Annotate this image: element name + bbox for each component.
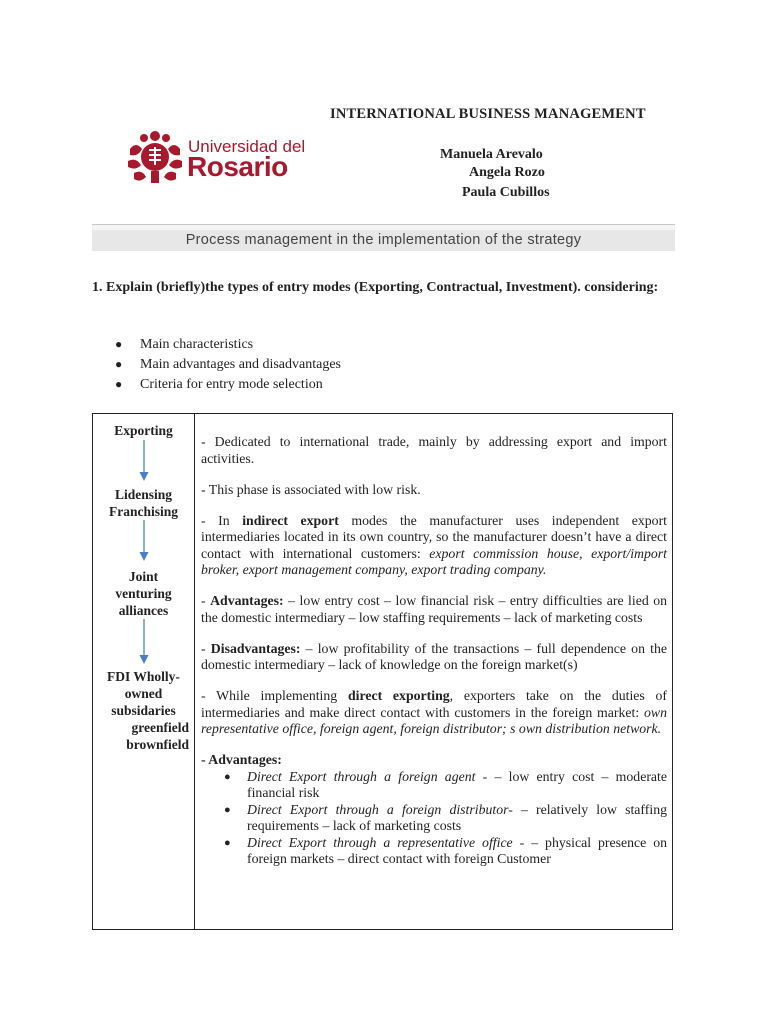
exporting-description xyxy=(201,434,667,868)
university-name-line1: Universidad del xyxy=(188,137,306,156)
university-name-line2: Rosario xyxy=(187,151,288,182)
paragraph-advantages xyxy=(201,593,667,626)
mode-joint-line2: venturing xyxy=(115,586,172,601)
author-3: Paula Cubillos xyxy=(462,185,550,200)
mode-fdi-line2: owned xyxy=(124,686,163,701)
direct-advantages-list xyxy=(201,769,667,868)
text-run: - xyxy=(201,640,211,656)
paragraph-disadvantages xyxy=(201,641,667,674)
list-item xyxy=(115,355,341,375)
author-2: Angela Rozo xyxy=(469,165,545,180)
mode-joint-venture xyxy=(93,568,194,619)
term-advantages: Advantages: xyxy=(210,593,284,608)
arrow-down-icon xyxy=(138,619,150,665)
text-run: – low entry cost – low financial risk – entry difficulties are lied on the domestic intermediary – low staffing requirements – lack of marketing costs xyxy=(201,593,667,625)
list-item-text: Main advantages and disadvantages xyxy=(140,357,341,372)
subtitle-bar xyxy=(92,224,675,251)
entry-modes-table xyxy=(92,413,673,930)
advantage-label: Direct Export through a foreign distributor- xyxy=(247,801,513,817)
term-disadvantages: Disadvantages: xyxy=(210,640,301,656)
bullet: ● xyxy=(115,377,123,391)
list-item xyxy=(201,835,667,868)
text-run: - xyxy=(201,593,211,608)
advantage-text: – physical presence on foreign markets – direct contact with foreign Customer xyxy=(247,834,667,866)
mode-fdi-line1: FDI Wholly- xyxy=(107,669,180,684)
advantage-text: – low entry cost – moderate financial risk xyxy=(247,768,667,800)
paragraph-direct-exporting xyxy=(201,688,667,738)
list-item xyxy=(201,769,667,802)
mode-fdi xyxy=(93,668,194,753)
author-1: Manuela Arevalo xyxy=(440,147,543,162)
mode-joint-line1: Joint xyxy=(128,569,159,584)
term-direct-exporting: direct exporting xyxy=(347,688,450,703)
direct-export-examples: own representative office, foreign agent, foreign distributor; s own distribution network. xyxy=(201,704,667,736)
mode-licensing-line2: Franchising xyxy=(108,504,178,519)
subtitle: Process management in the implementation of the strategy xyxy=(185,232,582,248)
term-indirect-export: indirect export xyxy=(242,512,339,528)
paragraph-low-risk: - This phase is associated with low risk. xyxy=(201,481,421,497)
arrow-down-icon xyxy=(138,520,150,562)
list-item xyxy=(115,335,341,355)
university-crest-icon xyxy=(124,127,186,187)
paragraph-international-trade: - Dedicated to international trade, mainly by addressing export and import activities. xyxy=(201,434,667,466)
advantage-label: Direct Export through a foreign agent - xyxy=(247,768,495,784)
advantage-label: Direct Export through a representative office - xyxy=(247,834,532,850)
text-run: modes the manufacturer uses independent export intermediaries located in its own country, so the manufacturer doesn’t have a direct contact with international customers: xyxy=(201,512,667,561)
mode-fdi-line5: brownfield xyxy=(126,737,189,752)
list-item-text: Main characteristics xyxy=(140,337,254,352)
mode-licensing-line1: Lidensing xyxy=(114,487,173,502)
text-run: - In xyxy=(201,512,243,528)
direct-advantages-title xyxy=(201,752,667,769)
mode-joint-line3: alliances xyxy=(118,603,169,618)
mode-licensing xyxy=(93,486,194,520)
column-divider xyxy=(194,414,195,929)
question-1: 1. Explain (briefly)the types of entry modes (Exporting, Contractual, Investment). considering: xyxy=(92,280,659,295)
list-item-text: Criteria for entry mode selection xyxy=(140,377,323,392)
bullet: ● xyxy=(224,836,231,849)
text-run: – low profitability of the transactions – full dependence on the domestic intermediary – lack of knowledge on the foreign market(s) xyxy=(201,640,667,672)
paragraph-indirect-export xyxy=(201,513,667,579)
university-logo xyxy=(124,127,306,187)
indirect-export-examples: export commission house, export/import broker, export management company, export trading company. xyxy=(201,545,667,577)
mode-fdi-line3: subsidaries xyxy=(111,703,176,718)
mode-exporting: Exporting xyxy=(114,423,173,438)
criteria-list xyxy=(115,335,341,395)
course-title: INTERNATIONAL BUSINESS MANAGEMENT xyxy=(330,106,646,122)
bullet: ● xyxy=(224,803,231,816)
advantage-text: – relatively low staffing requirements – lack of marketing costs xyxy=(247,801,667,833)
entry-modes-column xyxy=(93,414,194,929)
list-item xyxy=(201,802,667,835)
bullet: ● xyxy=(115,357,123,371)
bullet: ● xyxy=(224,770,231,783)
term-direct-advantages: - Advantages: xyxy=(201,752,282,767)
text-run: - While implementing xyxy=(201,688,348,703)
arrow-down-icon xyxy=(138,440,150,482)
bullet: ● xyxy=(115,337,123,351)
text-run: , exporters take on the duties of intermediaries and make direct contact with customers in the foreign market: xyxy=(201,688,668,720)
list-item xyxy=(115,375,341,395)
mode-fdi-line4: greenfield xyxy=(131,720,189,735)
